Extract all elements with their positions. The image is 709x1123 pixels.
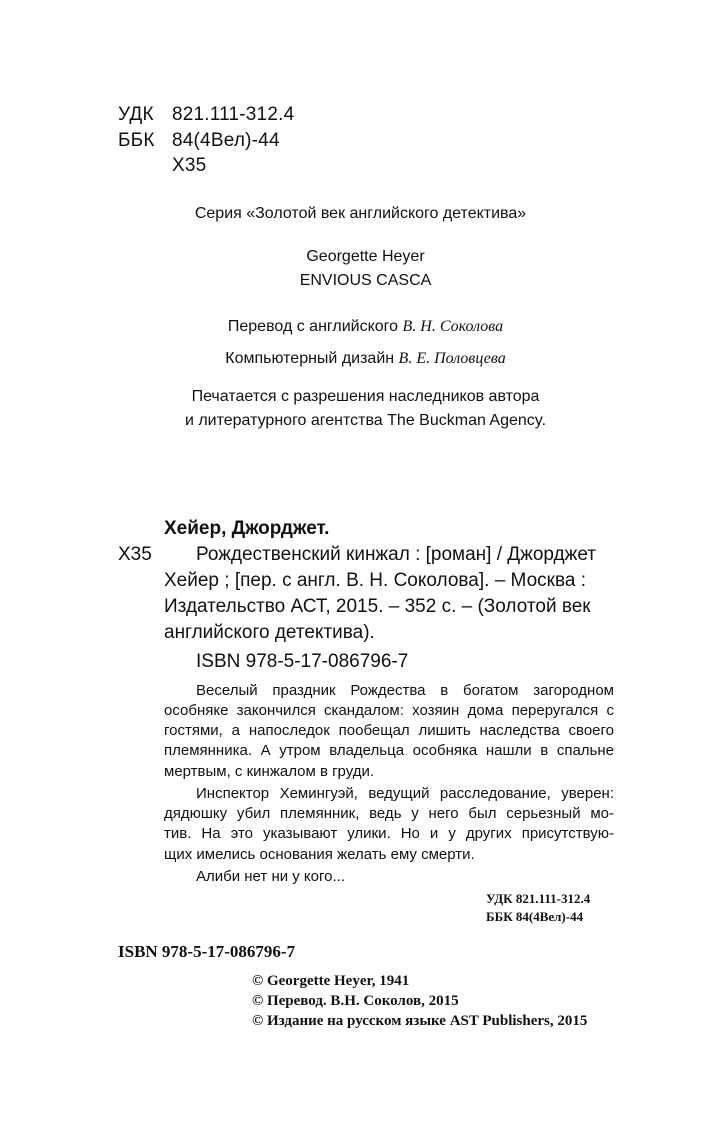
annotation-line: особняке закончился скандалом: хозяин дома переругался с <box>164 702 614 719</box>
original-title: ENVIOUS CASCA <box>299 272 432 289</box>
isbn-bottom: ISBN 978-5-17-086796-7 <box>118 942 296 961</box>
catalog-line-3: Издательство АСТ, 2015. – 352 с. – (Золотой век <box>164 596 591 617</box>
bbk-label: ББК <box>118 130 155 151</box>
translator-name: В. Н. Соколова <box>402 318 504 335</box>
annotation-line: мертвым, с кинжалом в груди. <box>164 763 375 780</box>
annotation-line: гостями, а напоследок пообещал лишить наследства своего <box>164 722 614 739</box>
catalog-heading: Хейер, Джорджет. <box>164 518 330 539</box>
catalog-code: Х35 <box>118 544 152 565</box>
original-author: Georgette Heyer <box>306 248 425 265</box>
udk-value: 821.111-312.4 <box>172 104 295 125</box>
annotation-line: щих имелись основания желать ему смерти. <box>164 846 475 863</box>
bbk-value: 84(4Вел)-44 <box>172 130 280 151</box>
udk-label: УДК <box>118 104 154 125</box>
design-credit <box>0 350 709 368</box>
annotation-line: Веселый праздник Рождества в богатом загородном <box>196 682 614 699</box>
designer-name: В. Е. Половцева <box>398 350 506 367</box>
bottom-udk: УДК 821.111-312.4 <box>486 891 591 906</box>
catalog-isbn: ISBN 978-5-17-086796-7 <box>196 651 409 672</box>
design-label: Компьютерный дизайн <box>225 350 395 367</box>
catalog-line-1: Рождественский кинжал : [роман] / Джорджет <box>196 544 596 565</box>
catalog-line-2: Хейер ; [пер. с англ. В. Н. Соколова]. – Москва : <box>164 570 586 591</box>
permission-line-2: и литературного агентства The Buckman Agency. <box>184 412 547 429</box>
copyright-line: © Издание на русском языке AST Publishers, 2015 <box>252 1013 588 1029</box>
author-code: Х35 <box>172 155 207 176</box>
annotation-line: тив. На это указывают улики. Но и у других присутствую- <box>164 825 614 842</box>
annotation-line: племянника. А утром владельца особняка нашли в спальне <box>164 742 614 759</box>
annotation-line: Алиби нет ни у кого... <box>196 868 345 885</box>
translation-label: Перевод с английского <box>227 318 399 335</box>
annotation-line: дядюшку убил племянник, ведь у него был серьезный мо- <box>164 805 614 822</box>
catalog-line-4: английского детектива). <box>164 622 375 643</box>
annotation-line: Инспектор Хемингуэй, ведущий расследование, уверен: <box>196 785 614 802</box>
copyright-line: © Georgette Heyer, 1941 <box>252 973 410 989</box>
bottom-bbk: ББК 84(4Вел)-44 <box>486 909 584 924</box>
copyright-line: © Перевод. В.Н. Соколов, 2015 <box>252 993 459 1009</box>
permission-line-1: Печатается с разрешения наследников автора <box>191 388 540 405</box>
series-title: Серия «Золотой век английского детектива» <box>194 205 527 222</box>
translation-credit <box>0 318 709 336</box>
